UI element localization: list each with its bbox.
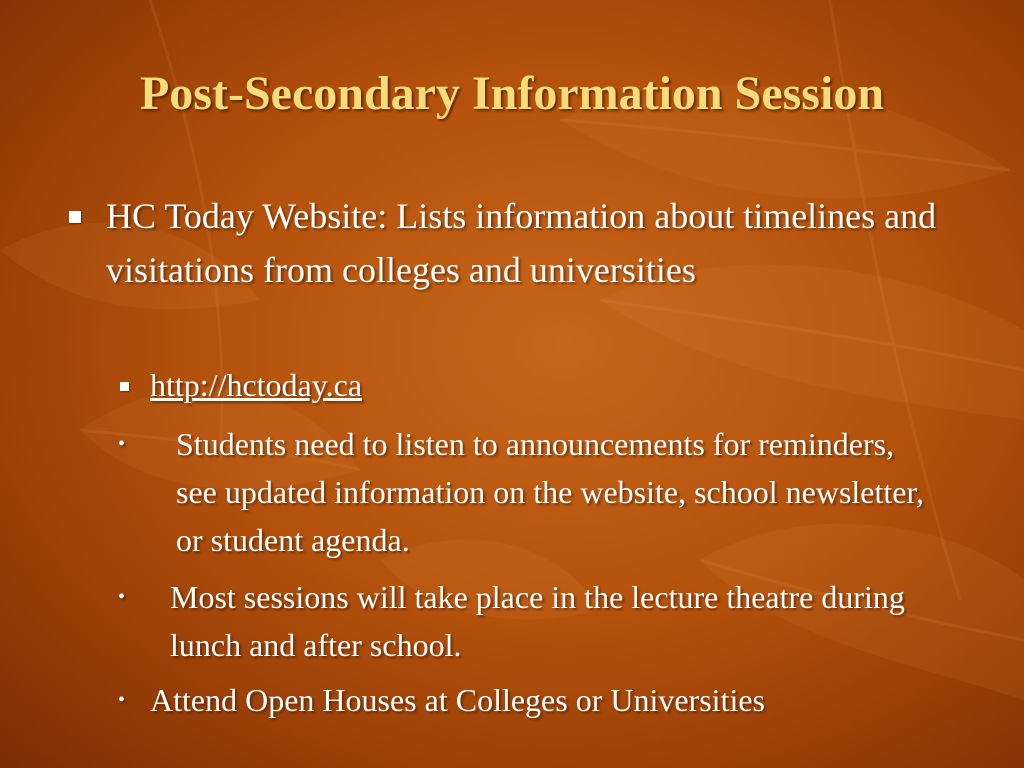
dot-bullet-icon: •: [118, 689, 126, 711]
square-bullet-icon: [69, 211, 81, 223]
dot-bullet-icon: •: [118, 586, 126, 608]
sub-bullet-text: Students need to listen to announcements for reminders, see updated information on the website, school newsletter, or student agenda.: [176, 426, 924, 558]
hctoday-link[interactable]: http://hctoday.ca: [150, 367, 363, 403]
dot-bullet-icon: •: [118, 433, 126, 455]
sub-bullet-text: Attend Open Houses at Colleges or Universities: [150, 682, 765, 718]
slide-title: Post-Secondary Information Session: [139, 67, 885, 120]
main-bullet-text: HC Today Website: Lists information about timelines and visitations from colleges and universities: [106, 196, 937, 290]
sub-bullet-text: Most sessions will take place in the lecture theatre during lunch and after school.: [170, 579, 905, 663]
square-bullet-icon: [120, 382, 129, 391]
